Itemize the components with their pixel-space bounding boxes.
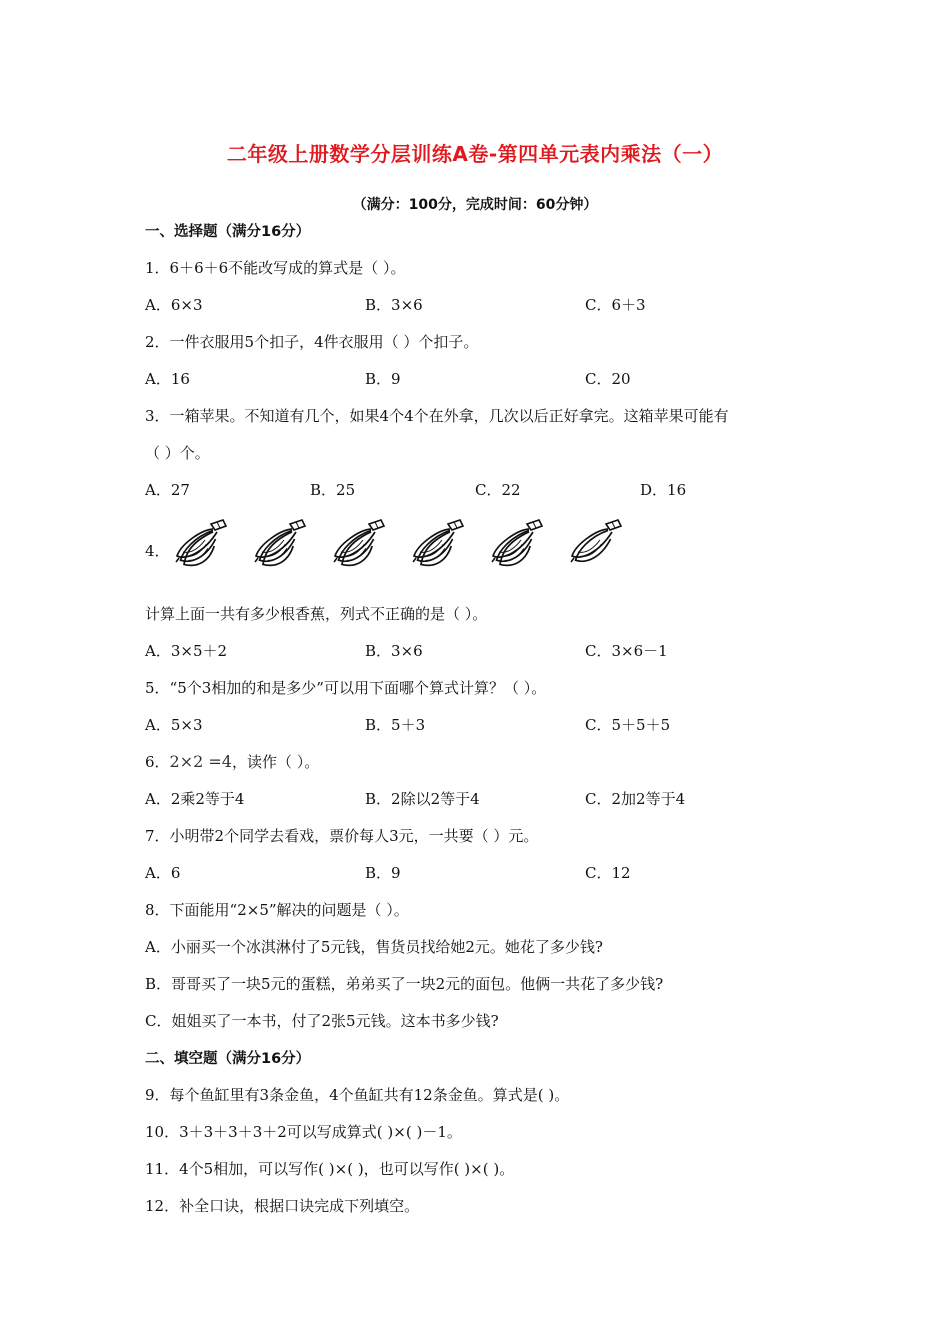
q3-option-a: A．27 — [145, 481, 190, 499]
q2-option-a: A．16 — [145, 370, 190, 388]
q3-option-b: B．25 — [310, 481, 356, 499]
q5-option-b: B．5＋3 — [365, 716, 426, 734]
q1-option-b: B．3×6 — [365, 296, 423, 314]
q6-option-b: B．2除以2等于4 — [365, 790, 480, 808]
q5-option-a: A．5×3 — [145, 716, 203, 734]
banana-bunch-icon — [489, 516, 549, 572]
q6-formula: 2×2 =4 — [169, 752, 232, 771]
question-7: 7．小明带2个同学去看戏，票价每人3元，一共要（ ）元。 — [145, 827, 539, 845]
q3-option-d: D．16 — [640, 481, 687, 499]
banana-bunches-figure — [145, 516, 625, 572]
q7-option-c: C．12 — [585, 864, 631, 882]
question-4-number: 4． — [145, 542, 170, 560]
q6-suffix: ，读作（ ）。 — [231, 753, 320, 771]
page-title: 二年级上册数学分层训练A卷-第四单元表内乘法（一） — [226, 142, 724, 166]
question-9: 9．每个鱼缸里有3条金鱼，4个鱼缸共有12条金鱼。算式是( )。 — [145, 1086, 570, 1104]
q4-option-c: C．3×6－1 — [585, 642, 668, 660]
banana-bunch-icon — [173, 516, 233, 572]
q5-option-c: C．5＋5＋5 — [585, 716, 671, 734]
q8-option-c: C．姐姐买了一本书，付了2张5元钱。这本书多少钱? — [145, 1012, 499, 1030]
question-4: 计算上面一共有多少根香蕉，列式不正确的是（ ）。 — [145, 605, 488, 623]
q6-option-c: C．2加2等于4 — [585, 790, 686, 808]
q6-prefix: 6． — [145, 753, 170, 771]
q7-option-b: B．9 — [365, 864, 401, 882]
q6-option-a: A．2乘2等于4 — [145, 790, 245, 808]
q1-option-a: A．6×3 — [145, 296, 203, 314]
q8-option-a: A．小丽买一个冰淇淋付了5元钱，售货员找给她2元。她花了多少钱? — [145, 938, 603, 956]
section1-heading: 一、选择题（满分16分） — [145, 224, 311, 240]
q3-option-c: C．22 — [475, 481, 521, 499]
banana-bunch-icon — [331, 516, 391, 572]
section2-heading: 二、填空题（满分16分） — [145, 1051, 311, 1067]
question-2: 2．一件衣服用5个扣子，4件衣服用（ ）个扣子。 — [145, 333, 479, 351]
question-3-line2: （ ）个。 — [145, 444, 210, 462]
question-12: 12．补全口诀，根据口诀完成下列填空。 — [145, 1197, 420, 1215]
question-5: 5．“5个3相加的和是多少”可以用下面哪个算式计算？（ ）。 — [145, 679, 547, 697]
q2-option-b: B．9 — [365, 370, 401, 388]
q4-option-b: B．3×6 — [365, 642, 423, 660]
question-10: 10．3＋3＋3＋3＋2可以写成算式( )×( )－1。 — [145, 1123, 462, 1141]
question-8: 8．下面能用“2×5”解决的问题是（ ）。 — [145, 901, 409, 919]
banana-bunch-icon — [252, 516, 312, 572]
q2-option-c: C．20 — [585, 370, 631, 388]
question-3-line1: 3．一箱苹果。不知道有几个，如果4个4个在外拿，几次以后正好拿完。这箱苹果可能有 — [145, 407, 729, 425]
page-subtitle: （满分：100分，完成时间：60分钟） — [352, 197, 598, 213]
q1-option-c: C．6＋3 — [585, 296, 646, 314]
q4-option-a: A．3×5＋2 — [145, 642, 228, 660]
banana-bunch-icon — [568, 516, 628, 572]
banana-bunch-icon — [410, 516, 470, 572]
question-11: 11．4个5相加，可以写作( )×( )，也可以写作( )×( )。 — [145, 1160, 515, 1178]
question-6 — [145, 751, 319, 772]
q8-option-b: B．哥哥买了一块5元的蛋糕，弟弟买了一块2元的面包。他俩一共花了多少钱? — [145, 975, 664, 993]
q7-option-a: A．6 — [145, 864, 181, 882]
question-1: 1．6＋6＋6不能改写成的算式是（ ）。 — [145, 259, 406, 277]
